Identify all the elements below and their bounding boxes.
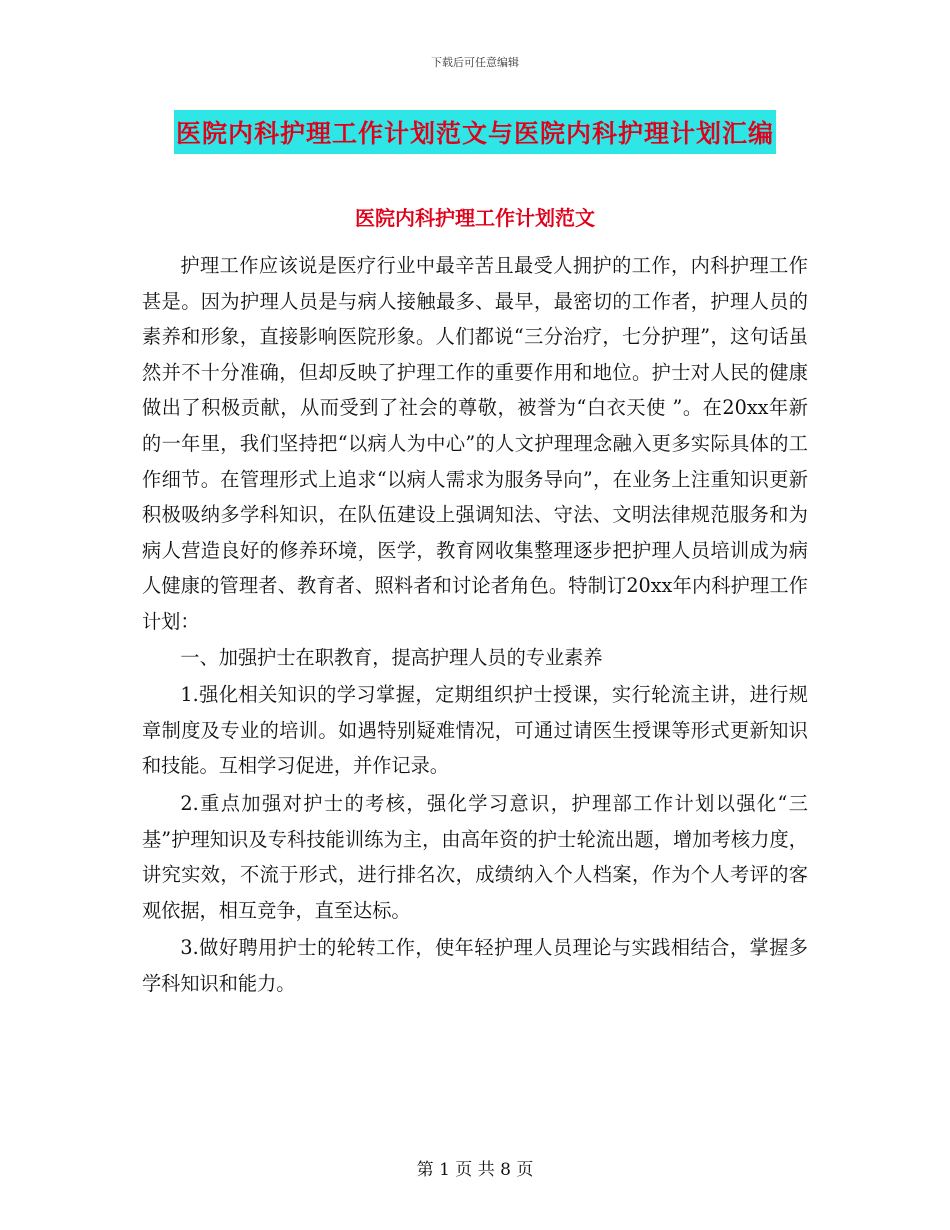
header-note: 下载后可任意编辑 — [431, 56, 519, 69]
paragraph-heading-1: 一、加强护士在职教育，提高护理人员的专业素养 — [180, 645, 603, 669]
paragraph-item-2: 2.重点加强对护士的考核，强化学习意识，护理部工作计划以强化“三基”护理知识及专科技能训练为主，由高年资的护士轮流出题，增加考核力度，讲究实效，不流于形式，进行排名次，成绩纳入个人档案，作为个人考评的客观依据，相互竞争，直至达标。 — [142, 791, 808, 922]
page-number: 第 1 页 共 8 页 — [416, 1160, 534, 1180]
document-title-container — [0, 110, 950, 154]
paragraph-item-1: 1.强化相关知识的学习掌握，定期组织护士授课，实行轮流主讲，进行规章制度及专业的培训。如遇特别疑难情况，可通过请医生授课等形式更新知识和技能。互相学习促进，并作记录。 — [142, 683, 808, 778]
section-title: 医院内科护理工作计划范文 — [355, 206, 595, 230]
document-title: 医院内科护理工作计划范文与医院内科护理计划汇编 — [174, 110, 776, 154]
paragraph-item-3: 3.做好聘用护士的轮转工作，使年轻护理人员理论与实践相结合，掌握多学科知识和能力。 — [142, 936, 808, 995]
document-body — [142, 248, 808, 1001]
paragraph-intro: 护理工作应该说是医疗行业中最辛苦且最受人拥护的工作，内科护理工作甚是。因为护理人员是与病人接触最多、最早，最密切的工作者，护理人员的素养和形象，直接影响医院形象。人们都说“三分治疗，七分护理”，这句话虽然并不十分准确，但却反映了护理工作的重要作用和地位。护士对人民的健康做出了积极贡献，从而受到了社会的尊敬，被誉为“白衣天使 ”。在20xx年新的一年里，我们坚持把“以病人为中心”的人文护理理念融入更多实际具体的工作细节。在管理形式上追求“以病人需求为服务导向”，在业务上注重知识更新积极吸纳多学科知识，在队伍建设上强调知法、守法、文明法律规范服务和为病人营造良好的修养环境，医学，教育网收集整理逐步把护理人员培训成为病人健康的管理者、教育者、照料者和讨论者角色。特制订20xx年内科护理工作计划： — [142, 254, 808, 633]
